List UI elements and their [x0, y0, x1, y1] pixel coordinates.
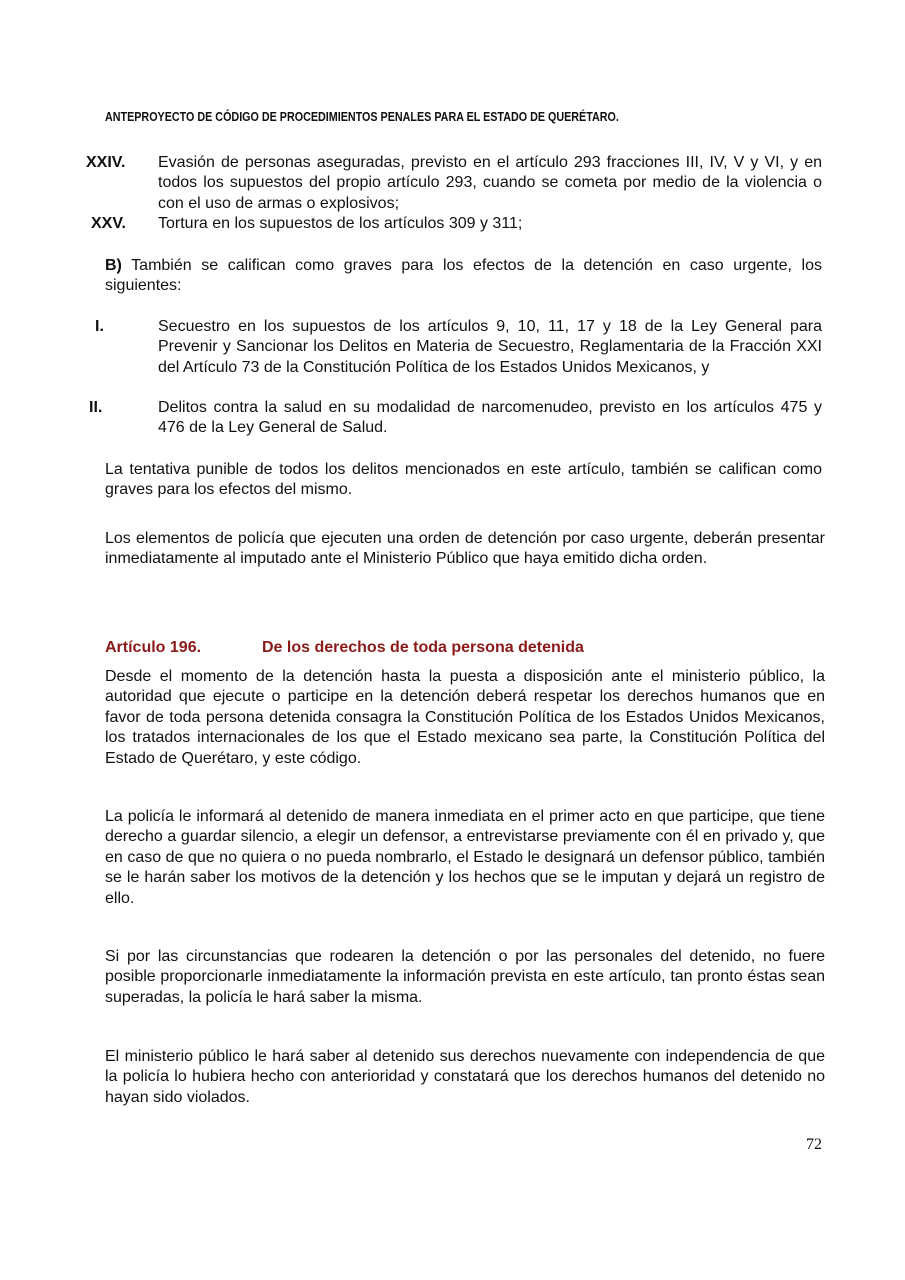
item-label: II.: [89, 399, 103, 416]
section-b-text: También se califican como graves para los efectos de la detención en caso urgente, los siguientes:: [105, 257, 822, 295]
page-number: 72: [806, 1136, 822, 1153]
section-b-paragraph: [105, 256, 822, 297]
article-number: Artículo 196.: [105, 639, 202, 656]
item-text: Evasión de personas aseguradas, previsto en el artículo 293 fracciones III, IV, V y VI, y en todos los supuestos del propio artículo 293, cuando se cometa por medio de la violencia o con el uso de armas o explosivos;: [158, 154, 822, 212]
paragraph: El ministerio público le hará saber al detenido sus derechos nuevamente con independencia de que la policía lo hubiera hecho con anterioridad y constatará que los derechos humanos del detenido no hayan sido violados.: [105, 1048, 825, 1106]
item-label: XXIV.: [86, 154, 126, 171]
item-text: Tortura en los supuestos de los artículos 309 y 311;: [158, 215, 523, 232]
paragraph: La tentativa punible de todos los delitos mencionados en este artículo, también se califican como graves para los efectos del mismo.: [105, 461, 822, 499]
item-label: I.: [95, 318, 104, 335]
section-b-label: B): [105, 257, 122, 274]
paragraph: La policía le informará al detenido de manera inmediata en el primer acto en que participe, que tiene derecho a guardar silencio, a elegir un defensor, a entrevistarse previamente con él en privado y, que en caso de que no quiera o no pueda nombrarlo, el Estado le designará un defensor público, también se le harán saber los motivos de la detención y los hechos que se le imputan y dejará un registro de ello.: [105, 808, 825, 907]
paragraph: Si por las circunstancias que rodearen la detención o por las personales del detenido, no fuere posible proporcionarle inmediatamente la información prevista en este artículo, tan pronto éstas sean superadas, la policía le hará saber la misma.: [105, 948, 825, 1006]
paragraph: Desde el momento de la detención hasta la puesta a disposición ante el ministerio público, la autoridad que ejecute o participe en la detención deberá respetar los derechos humanos que en favor de toda persona detenida consagra la Constitución Política de los Estados Unidos Mexicanos, los tratados internacionales de los que el Estado mexicano sea parte, la Constitución Política del Estado de Querétaro, y este código.: [105, 668, 825, 767]
item-label: XXV.: [91, 215, 126, 232]
item-text: Secuestro en los supuestos de los artículos 9, 10, 11, 17 y 18 de la Ley General para Prevenir y Sancionar los Delitos en Materia de Secuestro, Reglamentaria de la Fracción XXI del Artículo 73 de la Constitución Política de los Estados Unidos Mexicanos, y: [158, 318, 822, 376]
document-header: ANTEPROYECTO DE CÓDIGO DE PROCEDIMIENTOS PENALES PARA EL ESTADO DE QUERÉTARO.: [105, 110, 619, 124]
item-text: Delitos contra la salud en su modalidad de narcomenudeo, previsto en los artículos 475 y 476 de la Ley General de Salud.: [158, 399, 822, 437]
article-title: De los derechos de toda persona detenida: [262, 639, 584, 656]
paragraph: Los elementos de policía que ejecuten una orden de detención por caso urgente, deberán presentar inmediatamente al imputado ante el Ministerio Público que haya emitido dicha orden.: [105, 530, 825, 568]
article-heading: [105, 638, 584, 658]
